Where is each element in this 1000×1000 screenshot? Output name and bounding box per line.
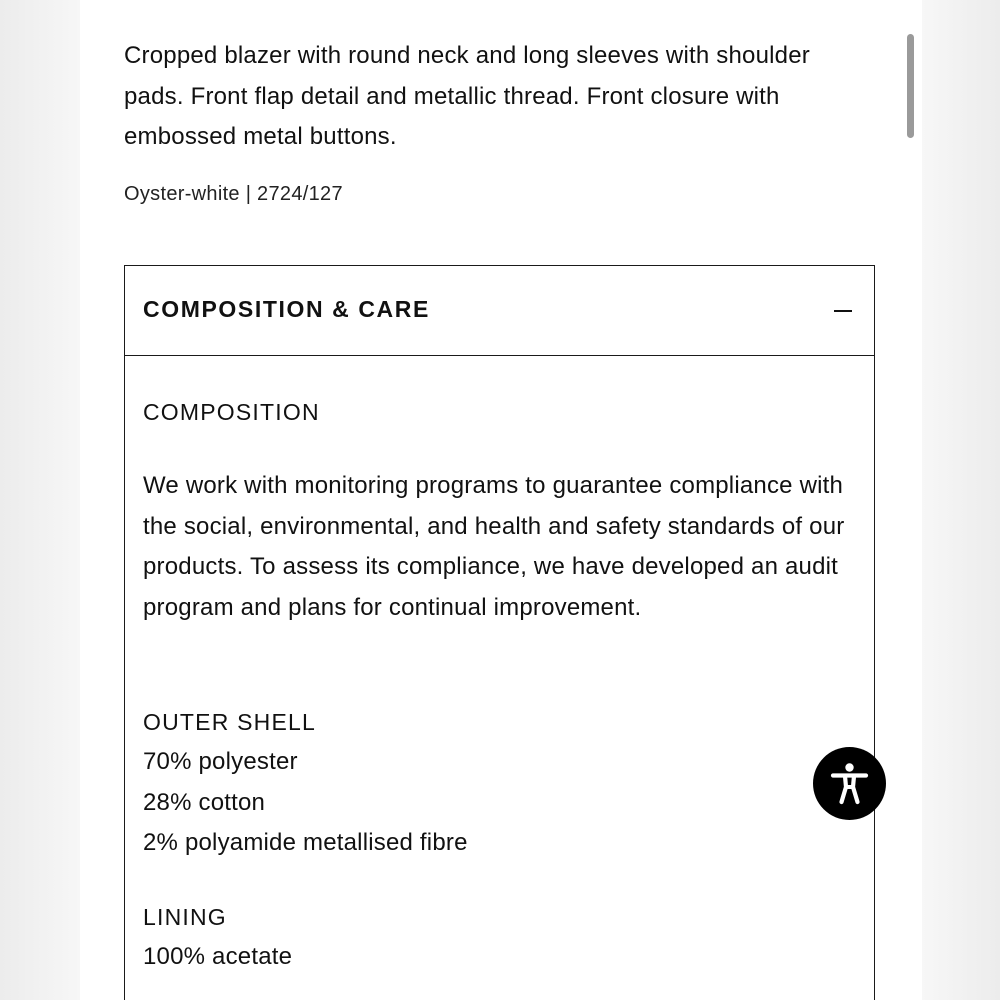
product-details-page <box>80 0 922 1000</box>
product-color-reference: Oyster-white | 2724/127 <box>124 183 343 205</box>
outer-shell-item: 28% cotton <box>143 789 266 816</box>
page-background-left <box>0 0 80 1000</box>
product-description: Cropped blazer with round neck and long sleeves with shoulder pads. Front flap detail and metallic thread. Front closure with embossed metal buttons. <box>124 42 810 150</box>
page-background-right <box>922 0 1000 1000</box>
accordion-title: COMPOSITION & CARE <box>143 296 430 322</box>
lining-heading: LINING <box>143 904 227 930</box>
composition-text: We work with monitoring programs to guarantee compliance with the social, environmental, and health and safety standards of our products. To assess its compliance, we have developed an audit program and plans for continual improvement. <box>143 472 845 621</box>
outer-shell-item: 2% polyamide metallised fibre <box>143 829 468 856</box>
scrollbar-thumb[interactable] <box>907 34 914 138</box>
composition-heading: COMPOSITION <box>143 399 320 425</box>
outer-shell-item: 70% polyester <box>143 748 298 775</box>
accessibility-icon <box>813 747 886 820</box>
minus-icon[interactable] <box>834 310 852 312</box>
accordion-header[interactable] <box>125 266 874 356</box>
outer-shell-heading: OUTER SHELL <box>143 709 316 735</box>
accessibility-button[interactable] <box>813 747 886 820</box>
composition-care-accordion <box>124 265 875 1000</box>
lining-item: 100% acetate <box>143 943 293 970</box>
